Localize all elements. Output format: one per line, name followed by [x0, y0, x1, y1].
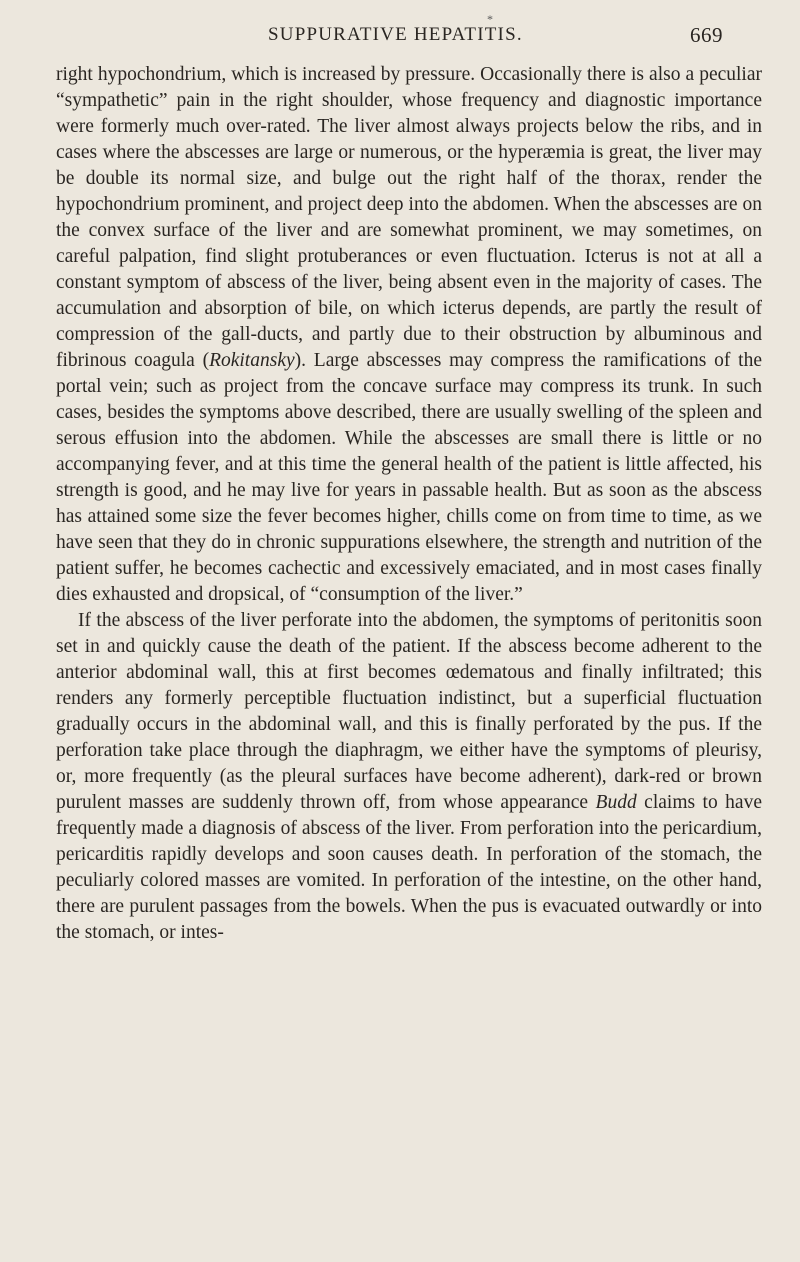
- citation-budd: Budd: [595, 792, 637, 813]
- header-mark: *: [487, 12, 493, 26]
- page-title: SUPPURATIVE HEPATITIS.: [268, 24, 523, 45]
- page-number: 669: [690, 23, 723, 47]
- citation-rokitansky: Rokitansky: [209, 350, 295, 371]
- running-head: [0, 12, 800, 48]
- paragraph-1-text: right hypochondrium, which is increased by pressure. Occasionally there is also a peculiar “sympathetic” pain in the right shoulder, whose frequency and diagnostic importance were formerly much over-rated. The liver almost always projects below the ribs, and in cases where the abscesses are large or numerous, or the hyperæmia is great, the liver may be double its normal size, and bulge out the right half of the thorax, render the hypochondrium prominent, and project deep into the abdomen. When the abscesses are on the convex surface of the liver and are somewhat prominent, we may sometimes, on careful palpation, find slight protuberances or even fluctuation. Icterus is not at all a constant symptom of abscess of the liver, being absent even in the majority of cases. The accumulation and absorption of bile, on which icterus depends, are partly the result of compression of the gall-ducts, and partly due to their obstruction by albuminous and fibrinous coagula (: [56, 64, 762, 371]
- paragraph-1-text-cont: ). Large abscesses may compress the ramifications of the portal vein; such as project from the concave surface may compress its trunk. In such cases, besides the symptoms above described, there are usually swelling of the spleen and serous effusion into the abdomen. While the abscesses are small there is little or no accompanying fever, and at this time the general health of the patient is little affected, his strength is good, and he may live for years in passable health. But as soon as the abscess has attained some size the fever becomes higher, chills come on from time to time, as we have seen that they do in chronic suppurations elsewhere, the strength and nutrition of the patient suffer, he becomes cachectic and excessively emaciated, and in most cases finally dies exhausted and dropsical, of “consumption of the liver.”: [56, 350, 762, 605]
- paragraph-2-text-cont: claims to have frequently made a diagnosis of abscess of the liver. From perforation into the pericardium, pericarditis rapidly develops and soon causes death. In perforation of the stomach, the peculiarly colored masses are vomited. In perforation of the intestine, on the other hand, there are purulent passages from the bowels. When the pus is evacuated outwardly or into the stomach, or intes-: [56, 792, 762, 943]
- body-text: [56, 62, 762, 946]
- paragraph-1: [56, 62, 762, 608]
- paragraph-2-text: If the abscess of the liver perforate into the abdomen, the symptoms of peritonitis soon set in and quickly cause the death of the patient. If the abscess become adherent to the anterior abdominal wall, this at first becomes œdematous and finally infiltrated; this renders any formerly perceptible fluctuation indistinct, but a superficial fluctuation gradually occurs in the abdominal wall, and this is finally perforated by the pus. If the perforation take place through the diaphragm, we either have the symptoms of pleurisy, or, more frequently (as the pleural surfaces have become adherent), dark-red or brown purulent masses are suddenly thrown off, from whose appearance: [56, 610, 762, 813]
- paragraph-2: [56, 608, 762, 946]
